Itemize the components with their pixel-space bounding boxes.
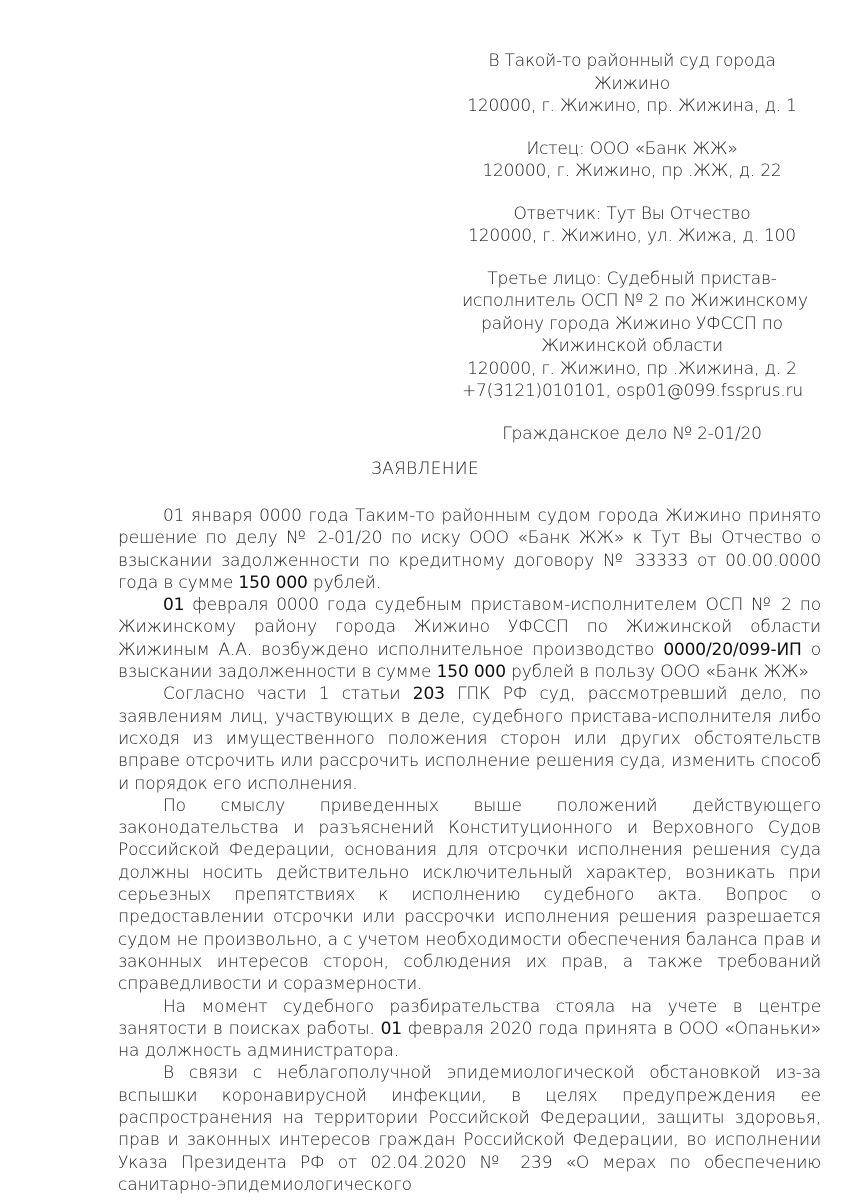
paragraph-3 xyxy=(118,683,821,794)
paragraph-5 xyxy=(118,996,821,1063)
addressee-block xyxy=(462,50,808,445)
paragraph-6: В связи с неблагополучной эпидемиологической обстановкой из-за вспышки коронавирусной инфекции, в целях предупреждения ее распространения на территории Российской Федерации, защиты здоровья, прав и законных интересов граждан Российской Федерации, во исполнении Указа Президента РФ от 02.04.2020 № 239 «О мерах по обеспечению санитарно-эпидемиологического xyxy=(118,1063,821,1195)
defendant-block xyxy=(462,203,802,248)
paragraph-text: 01 января 0000 года Таким-то районным судом города Жижино принято решение по делу № 2-01/20 по иску ООО «Банк ЖЖ» к Тут Вы Отчество о взыскании задолженности по кредитному договору № 33333 от 00.00.0000 года в сумме xyxy=(118,506,821,593)
case-number-block xyxy=(462,423,802,446)
paragraph-text: февраля 0000 года судебным приставом-исполнителем ОСП № 2 по Жижинскому району города Жижино УФССП по Жижинской области Жижиным А.А. возбуждено исполнительное производство xyxy=(118,595,821,660)
plaintiff-name: Истец: ООО «Банк ЖЖ» xyxy=(526,138,738,159)
date-day: 01 xyxy=(163,595,185,616)
paragraph-text: февраля 2020 года принята в ООО «Опаньки» на должность администратора. xyxy=(118,1018,821,1062)
paragraph-text: На момент судебного разбирательства стояла на учете в центре занятости в поисках работы. xyxy=(118,996,821,1039)
amount: 150 000 xyxy=(238,572,308,593)
plaintiff-address: 120000, г. Жижино, пр .ЖЖ, д. 22 xyxy=(482,161,782,181)
paragraph-text: рублей в пользу ООО «Банк ЖЖ» xyxy=(505,662,809,683)
third-party-line-2: исполнитель ОСП № 2 по Жижинскому xyxy=(462,291,808,311)
third-party-contacts: +7(3121)010101, osp01@099.fssprus.ru xyxy=(462,381,803,401)
document-title: ЗАЯВЛЕНИЕ xyxy=(371,459,479,479)
third-party-block xyxy=(462,268,808,403)
paragraph-text: Согласно части 1 статьи xyxy=(163,684,413,705)
paragraph-text: ГПК РФ суд, рассмотревший дело, по заявлениям лиц, участвующих в деле, судебного пристава-исполнителя либо исходя из имущественного положения сторон или других обстоятельств вправе отсрочить или рассрочить исполнение решения суда, изменить способ и порядок его исполнения. xyxy=(118,684,822,794)
amount: 150 000 xyxy=(436,662,506,683)
document-body xyxy=(118,505,821,1196)
article-number: 203 xyxy=(412,684,445,705)
paragraph-4: По смыслу приведенных выше положений действующего законодательства и разъяснений Конституционного и Верховного Судов Российской Федерации, основания для отсрочки исполнения решения суда должны носить действительно исключительный характер, возникать при серьезных препятствиях к исполнению судебного акта. Вопрос о предоставлении отсрочки или рассрочки исполнения решения разрешается судом не произвольно, а с учетом необходимости обеспечения баланса прав и законных интересов сторон, соблюдения их прав, а также требований справедливости и соразмерности. xyxy=(118,795,821,995)
date-day: 01 xyxy=(380,1018,402,1039)
paragraph-text: о взыскании задолженности в сумме xyxy=(118,639,821,683)
court-address: 120000, г. Жижино, пр. Жижина, д. 1 xyxy=(467,96,797,116)
court-name-line-1: В Такой-то районный суд города xyxy=(488,51,776,71)
court-name-line-2: Жижино xyxy=(594,73,670,94)
paragraph-2 xyxy=(118,594,821,683)
third-party-address: 120000, г. Жижино, пр .Жижина, д. 2 xyxy=(467,358,797,379)
third-party-line-3: району города Жижино УФССП по xyxy=(481,313,783,334)
paragraph-text: рублей. xyxy=(307,572,382,593)
case-number: Гражданское дело № 2-01/20 xyxy=(502,423,762,444)
third-party-line-4: Жижинской области xyxy=(541,336,723,356)
defendant-name: Ответчик: Тут Вы Отчество xyxy=(513,203,751,224)
plaintiff-block xyxy=(462,138,802,183)
defendant-address: 120000, г. Жижино, ул. Жижа, д. 100 xyxy=(468,226,796,246)
paragraph-1 xyxy=(118,505,821,594)
court-block xyxy=(462,50,802,118)
third-party-line-1: Третье лицо: Судебный пристав- xyxy=(487,268,777,289)
proceeding-number: 0000/20/099-ИП xyxy=(663,639,802,660)
